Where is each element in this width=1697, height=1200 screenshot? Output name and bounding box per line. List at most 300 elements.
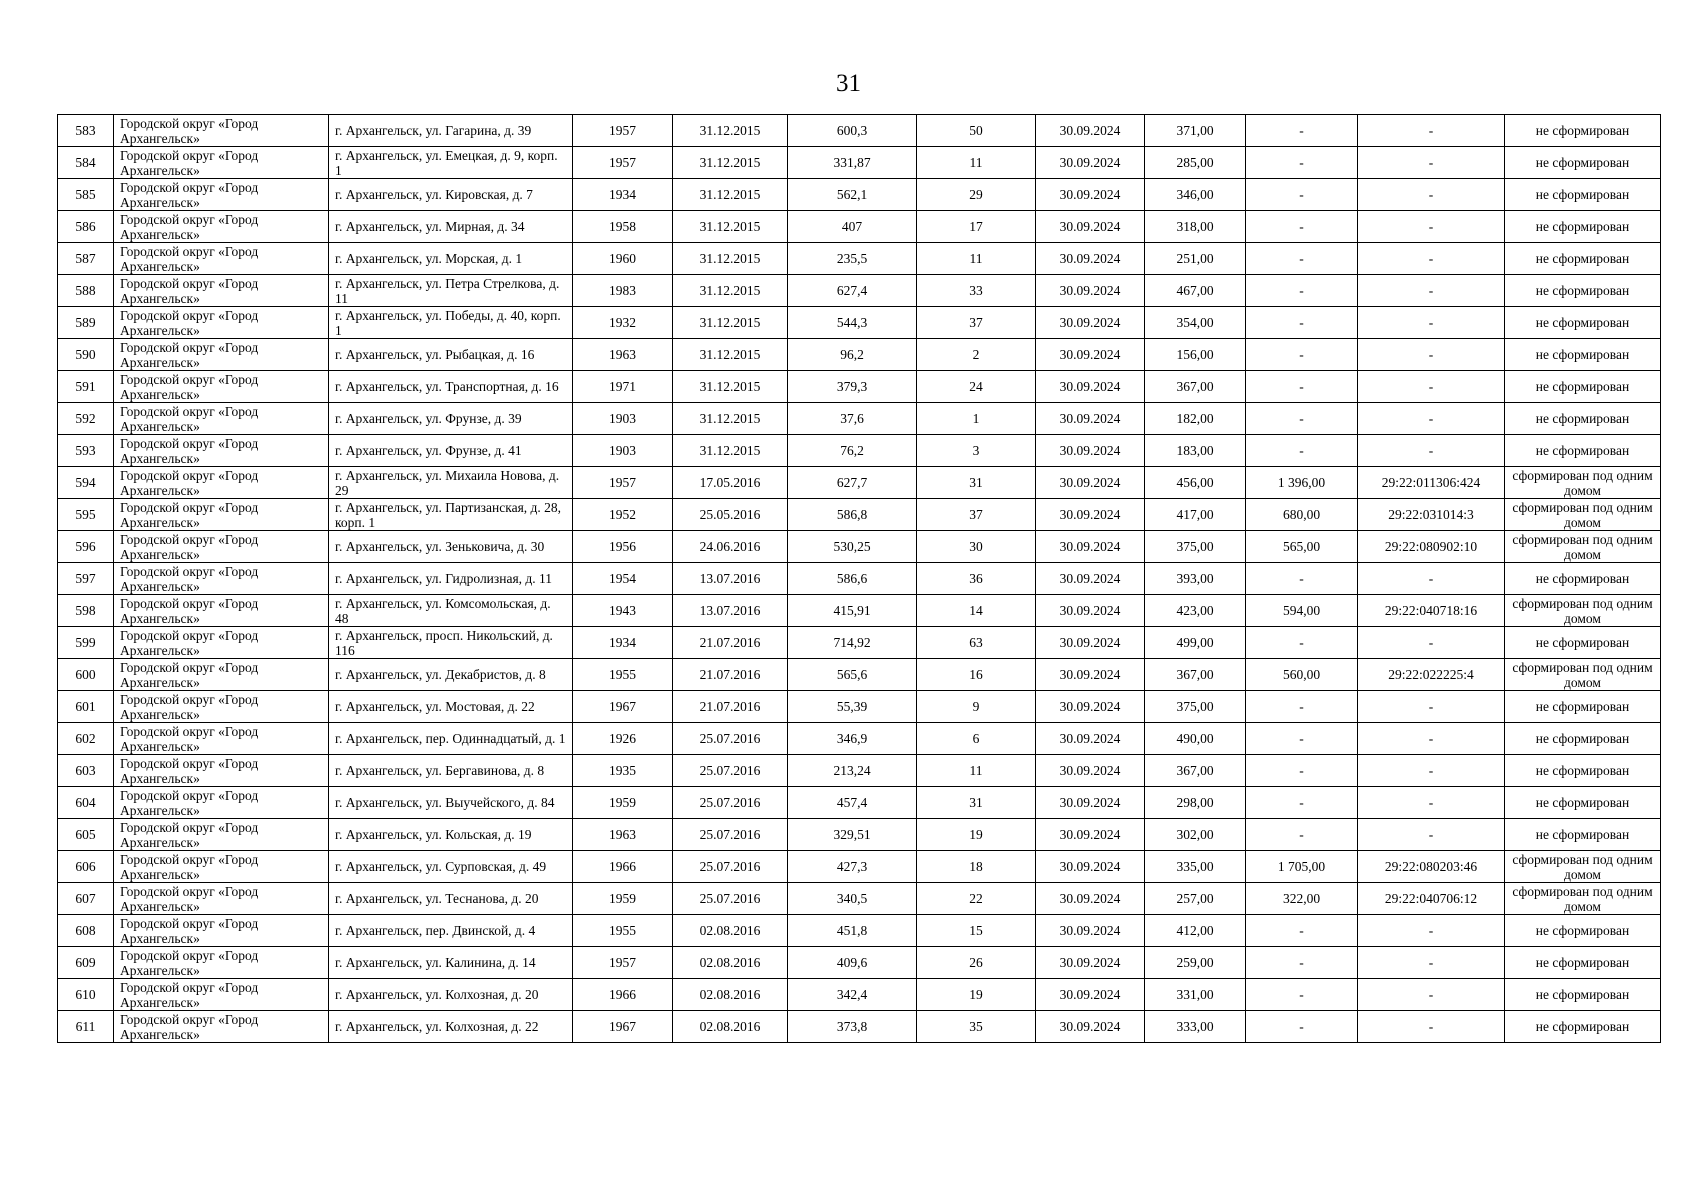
housing-registry-table [57, 114, 1661, 1043]
land-area-cell: - [1246, 339, 1358, 371]
address-cell: г. Архангельск, ул. Емецкая, д. 9, корп. 1 [329, 147, 573, 179]
table-row [58, 179, 1661, 211]
land-status-cell: не сформирован [1505, 403, 1661, 435]
land-status-cell: сформирован под одним домом [1505, 883, 1661, 915]
address-cell: г. Архангельск, ул. Бергавинова, д. 8 [329, 755, 573, 787]
recognition-date-cell: 25.07.2016 [673, 723, 788, 755]
resettlement-date-cell: 30.09.2024 [1036, 563, 1145, 595]
area-cell: 565,6 [788, 659, 917, 691]
address-cell: г. Архангельск, ул. Рыбацкая, д. 16 [329, 339, 573, 371]
cadastral-number-cell: - [1358, 115, 1505, 147]
row-number: 602 [58, 723, 114, 755]
area-cell: 379,3 [788, 371, 917, 403]
resettlement-date-cell: 30.09.2024 [1036, 595, 1145, 627]
area-cell: 627,7 [788, 467, 917, 499]
cadastral-number-cell: - [1358, 979, 1505, 1011]
municipality-cell: Городской округ «Город Архангельск» [114, 115, 329, 147]
land-status-cell: не сформирован [1505, 627, 1661, 659]
year-built-cell: 1954 [573, 563, 673, 595]
municipality-cell: Городской округ «Город Архангельск» [114, 1011, 329, 1043]
residents-cell: 37 [917, 499, 1036, 531]
table-row [58, 979, 1661, 1011]
municipality-cell: Городской округ «Город Архангельск» [114, 787, 329, 819]
cost-cell: 182,00 [1145, 403, 1246, 435]
land-area-cell: - [1246, 691, 1358, 723]
cost-cell: 456,00 [1145, 467, 1246, 499]
address-cell: г. Архангельск, ул. Гагарина, д. 39 [329, 115, 573, 147]
cadastral-number-cell: - [1358, 307, 1505, 339]
address-cell: г. Архангельск, ул. Партизанская, д. 28, корп. 1 [329, 499, 573, 531]
land-status-cell: сформирован под одним домом [1505, 659, 1661, 691]
recognition-date-cell: 31.12.2015 [673, 179, 788, 211]
cadastral-number-cell: - [1358, 275, 1505, 307]
residents-cell: 16 [917, 659, 1036, 691]
area-cell: 331,87 [788, 147, 917, 179]
residents-cell: 11 [917, 243, 1036, 275]
year-built-cell: 1966 [573, 979, 673, 1011]
resettlement-date-cell: 30.09.2024 [1036, 851, 1145, 883]
residents-cell: 19 [917, 979, 1036, 1011]
cadastral-number-cell: - [1358, 723, 1505, 755]
land-status-cell: не сформирован [1505, 275, 1661, 307]
table-row [58, 307, 1661, 339]
table-row [58, 275, 1661, 307]
area-cell: 544,3 [788, 307, 917, 339]
address-cell: г. Архангельск, ул. Морская, д. 1 [329, 243, 573, 275]
year-built-cell: 1935 [573, 755, 673, 787]
land-area-cell: - [1246, 211, 1358, 243]
land-status-cell: сформирован под одним домом [1505, 595, 1661, 627]
resettlement-date-cell: 30.09.2024 [1036, 467, 1145, 499]
land-area-cell: - [1246, 947, 1358, 979]
cost-cell: 367,00 [1145, 371, 1246, 403]
residents-cell: 26 [917, 947, 1036, 979]
recognition-date-cell: 13.07.2016 [673, 563, 788, 595]
cadastral-number-cell: - [1358, 947, 1505, 979]
recognition-date-cell: 31.12.2015 [673, 435, 788, 467]
year-built-cell: 1934 [573, 179, 673, 211]
land-status-cell: не сформирован [1505, 563, 1661, 595]
recognition-date-cell: 13.07.2016 [673, 595, 788, 627]
residents-cell: 50 [917, 115, 1036, 147]
residents-cell: 11 [917, 147, 1036, 179]
residents-cell: 37 [917, 307, 1036, 339]
recognition-date-cell: 31.12.2015 [673, 275, 788, 307]
cadastral-number-cell: - [1358, 691, 1505, 723]
year-built-cell: 1957 [573, 147, 673, 179]
cadastral-number-cell: 29:22:040706:12 [1358, 883, 1505, 915]
municipality-cell: Городской округ «Город Архангельск» [114, 755, 329, 787]
land-status-cell: не сформирован [1505, 755, 1661, 787]
resettlement-date-cell: 30.09.2024 [1036, 755, 1145, 787]
land-area-cell: - [1246, 915, 1358, 947]
row-number: 605 [58, 819, 114, 851]
row-number: 584 [58, 147, 114, 179]
row-number: 608 [58, 915, 114, 947]
cost-cell: 417,00 [1145, 499, 1246, 531]
land-area-cell: - [1246, 563, 1358, 595]
land-status-cell: не сформирован [1505, 179, 1661, 211]
municipality-cell: Городской округ «Город Архангельск» [114, 947, 329, 979]
municipality-cell: Городской округ «Город Архангельск» [114, 147, 329, 179]
year-built-cell: 1963 [573, 819, 673, 851]
row-number: 592 [58, 403, 114, 435]
year-built-cell: 1960 [573, 243, 673, 275]
municipality-cell: Городской округ «Город Архангельск» [114, 307, 329, 339]
address-cell: г. Архангельск, ул. Победы, д. 40, корп. 1 [329, 307, 573, 339]
cadastral-number-cell: 29:22:022225:4 [1358, 659, 1505, 691]
land-status-cell: не сформирован [1505, 435, 1661, 467]
recognition-date-cell: 21.07.2016 [673, 659, 788, 691]
table-row [58, 243, 1661, 275]
land-area-cell: - [1246, 819, 1358, 851]
area-cell: 346,9 [788, 723, 917, 755]
resettlement-date-cell: 30.09.2024 [1036, 275, 1145, 307]
resettlement-date-cell: 30.09.2024 [1036, 243, 1145, 275]
address-cell: г. Архангельск, ул. Михаила Новова, д. 29 [329, 467, 573, 499]
residents-cell: 2 [917, 339, 1036, 371]
table-row [58, 403, 1661, 435]
table-row [58, 595, 1661, 627]
residents-cell: 17 [917, 211, 1036, 243]
row-number: 587 [58, 243, 114, 275]
row-number: 611 [58, 1011, 114, 1043]
land-area-cell: - [1246, 787, 1358, 819]
cost-cell: 257,00 [1145, 883, 1246, 915]
municipality-cell: Городской округ «Город Архангельск» [114, 179, 329, 211]
cadastral-number-cell: - [1358, 627, 1505, 659]
land-area-cell: - [1246, 403, 1358, 435]
cadastral-number-cell: 29:22:040718:16 [1358, 595, 1505, 627]
row-number: 600 [58, 659, 114, 691]
area-cell: 407 [788, 211, 917, 243]
row-number: 595 [58, 499, 114, 531]
land-area-cell: - [1246, 307, 1358, 339]
cost-cell: 354,00 [1145, 307, 1246, 339]
recognition-date-cell: 02.08.2016 [673, 979, 788, 1011]
area-cell: 586,6 [788, 563, 917, 595]
cadastral-number-cell: - [1358, 563, 1505, 595]
cadastral-number-cell: - [1358, 371, 1505, 403]
land-area-cell: - [1246, 1011, 1358, 1043]
address-cell: г. Архангельск, ул. Кольская, д. 19 [329, 819, 573, 851]
cadastral-number-cell: - [1358, 147, 1505, 179]
table-row [58, 467, 1661, 499]
table-row [58, 819, 1661, 851]
residents-cell: 24 [917, 371, 1036, 403]
area-cell: 37,6 [788, 403, 917, 435]
row-number: 589 [58, 307, 114, 339]
row-number: 585 [58, 179, 114, 211]
recognition-date-cell: 31.12.2015 [673, 115, 788, 147]
municipality-cell: Городской округ «Город Архангельск» [114, 531, 329, 563]
address-cell: г. Архангельск, ул. Калинина, д. 14 [329, 947, 573, 979]
residents-cell: 31 [917, 787, 1036, 819]
row-number: 598 [58, 595, 114, 627]
year-built-cell: 1971 [573, 371, 673, 403]
resettlement-date-cell: 30.09.2024 [1036, 115, 1145, 147]
land-area-cell: - [1246, 147, 1358, 179]
cadastral-number-cell: - [1358, 755, 1505, 787]
municipality-cell: Городской округ «Город Архангельск» [114, 691, 329, 723]
cost-cell: 367,00 [1145, 659, 1246, 691]
resettlement-date-cell: 30.09.2024 [1036, 179, 1145, 211]
table-row [58, 723, 1661, 755]
resettlement-date-cell: 30.09.2024 [1036, 339, 1145, 371]
resettlement-date-cell: 30.09.2024 [1036, 371, 1145, 403]
table-row [58, 435, 1661, 467]
row-number: 583 [58, 115, 114, 147]
municipality-cell: Городской округ «Город Архангельск» [114, 275, 329, 307]
municipality-cell: Городской округ «Город Архангельск» [114, 819, 329, 851]
land-area-cell: 565,00 [1246, 531, 1358, 563]
municipality-cell: Городской округ «Город Архангельск» [114, 851, 329, 883]
cadastral-number-cell: - [1358, 819, 1505, 851]
year-built-cell: 1957 [573, 115, 673, 147]
resettlement-date-cell: 30.09.2024 [1036, 659, 1145, 691]
area-cell: 96,2 [788, 339, 917, 371]
residents-cell: 1 [917, 403, 1036, 435]
residents-cell: 29 [917, 179, 1036, 211]
address-cell: г. Архангельск, ул. Петра Стрелкова, д. 11 [329, 275, 573, 307]
table-row [58, 755, 1661, 787]
municipality-cell: Городской округ «Город Архангельск» [114, 595, 329, 627]
land-status-cell: сформирован под одним домом [1505, 851, 1661, 883]
year-built-cell: 1956 [573, 531, 673, 563]
cost-cell: 156,00 [1145, 339, 1246, 371]
area-cell: 76,2 [788, 435, 917, 467]
area-cell: 530,25 [788, 531, 917, 563]
municipality-cell: Городской округ «Город Архангельск» [114, 723, 329, 755]
recognition-date-cell: 31.12.2015 [673, 243, 788, 275]
table-row [58, 627, 1661, 659]
year-built-cell: 1959 [573, 883, 673, 915]
land-status-cell: сформирован под одним домом [1505, 467, 1661, 499]
resettlement-date-cell: 30.09.2024 [1036, 819, 1145, 851]
resettlement-date-cell: 30.09.2024 [1036, 499, 1145, 531]
table-row [58, 915, 1661, 947]
address-cell: г. Архангельск, ул. Декабристов, д. 8 [329, 659, 573, 691]
cost-cell: 412,00 [1145, 915, 1246, 947]
row-number: 610 [58, 979, 114, 1011]
municipality-cell: Городской округ «Город Архангельск» [114, 211, 329, 243]
cadastral-number-cell: 29:22:031014:3 [1358, 499, 1505, 531]
area-cell: 451,8 [788, 915, 917, 947]
cost-cell: 183,00 [1145, 435, 1246, 467]
address-cell: г. Архангельск, ул. Выучейского, д. 84 [329, 787, 573, 819]
year-built-cell: 1967 [573, 691, 673, 723]
recognition-date-cell: 25.07.2016 [673, 755, 788, 787]
year-built-cell: 1955 [573, 659, 673, 691]
resettlement-date-cell: 30.09.2024 [1036, 147, 1145, 179]
page-number: 31 [836, 70, 861, 97]
area-cell: 409,6 [788, 947, 917, 979]
area-cell: 415,91 [788, 595, 917, 627]
recognition-date-cell: 25.05.2016 [673, 499, 788, 531]
table-row [58, 499, 1661, 531]
cadastral-number-cell: - [1358, 1011, 1505, 1043]
resettlement-date-cell: 30.09.2024 [1036, 723, 1145, 755]
row-number: 588 [58, 275, 114, 307]
land-status-cell: не сформирован [1505, 723, 1661, 755]
municipality-cell: Городской округ «Город Архангельск» [114, 499, 329, 531]
resettlement-date-cell: 30.09.2024 [1036, 403, 1145, 435]
year-built-cell: 1957 [573, 947, 673, 979]
row-number: 596 [58, 531, 114, 563]
recognition-date-cell: 31.12.2015 [673, 307, 788, 339]
cost-cell: 318,00 [1145, 211, 1246, 243]
cadastral-number-cell: 29:22:011306:424 [1358, 467, 1505, 499]
row-number: 603 [58, 755, 114, 787]
residents-cell: 6 [917, 723, 1036, 755]
cadastral-number-cell: - [1358, 915, 1505, 947]
recognition-date-cell: 25.07.2016 [673, 819, 788, 851]
land-status-cell: не сформирован [1505, 915, 1661, 947]
address-cell: г. Архангельск, просп. Никольский, д. 116 [329, 627, 573, 659]
area-cell: 562,1 [788, 179, 917, 211]
municipality-cell: Городской округ «Город Архангельск» [114, 659, 329, 691]
year-built-cell: 1955 [573, 915, 673, 947]
residents-cell: 33 [917, 275, 1036, 307]
year-built-cell: 1966 [573, 851, 673, 883]
land-area-cell: - [1246, 243, 1358, 275]
cost-cell: 371,00 [1145, 115, 1246, 147]
land-status-cell: не сформирован [1505, 339, 1661, 371]
municipality-cell: Городской округ «Город Архангельск» [114, 979, 329, 1011]
year-built-cell: 1952 [573, 499, 673, 531]
area-cell: 342,4 [788, 979, 917, 1011]
cost-cell: 375,00 [1145, 691, 1246, 723]
resettlement-date-cell: 30.09.2024 [1036, 435, 1145, 467]
residents-cell: 18 [917, 851, 1036, 883]
year-built-cell: 1957 [573, 467, 673, 499]
year-built-cell: 1903 [573, 435, 673, 467]
residents-cell: 30 [917, 531, 1036, 563]
area-cell: 427,3 [788, 851, 917, 883]
recognition-date-cell: 21.07.2016 [673, 691, 788, 723]
recognition-date-cell: 25.07.2016 [673, 851, 788, 883]
land-status-cell: не сформирован [1505, 211, 1661, 243]
recognition-date-cell: 31.12.2015 [673, 403, 788, 435]
table-row [58, 147, 1661, 179]
row-number: 607 [58, 883, 114, 915]
residents-cell: 9 [917, 691, 1036, 723]
resettlement-date-cell: 30.09.2024 [1036, 915, 1145, 947]
table-row [58, 883, 1661, 915]
cost-cell: 331,00 [1145, 979, 1246, 1011]
area-cell: 373,8 [788, 1011, 917, 1043]
cadastral-number-cell: - [1358, 243, 1505, 275]
cadastral-number-cell: 29:22:080902:10 [1358, 531, 1505, 563]
address-cell: г. Архангельск, ул. Колхозная, д. 22 [329, 1011, 573, 1043]
year-built-cell: 1959 [573, 787, 673, 819]
cost-cell: 375,00 [1145, 531, 1246, 563]
residents-cell: 63 [917, 627, 1036, 659]
recognition-date-cell: 31.12.2015 [673, 339, 788, 371]
land-area-cell: - [1246, 755, 1358, 787]
residents-cell: 22 [917, 883, 1036, 915]
year-built-cell: 1958 [573, 211, 673, 243]
row-number: 591 [58, 371, 114, 403]
address-cell: г. Архангельск, ул. Гидролизная, д. 11 [329, 563, 573, 595]
recognition-date-cell: 02.08.2016 [673, 915, 788, 947]
municipality-cell: Городской округ «Город Архангельск» [114, 627, 329, 659]
recognition-date-cell: 21.07.2016 [673, 627, 788, 659]
row-number: 604 [58, 787, 114, 819]
recognition-date-cell: 25.07.2016 [673, 787, 788, 819]
table-row [58, 947, 1661, 979]
area-cell: 329,51 [788, 819, 917, 851]
land-area-cell: 1 705,00 [1246, 851, 1358, 883]
municipality-cell: Городской округ «Город Архангельск» [114, 403, 329, 435]
land-area-cell: - [1246, 979, 1358, 1011]
table-row [58, 1011, 1661, 1043]
table-row [58, 211, 1661, 243]
year-built-cell: 1983 [573, 275, 673, 307]
land-area-cell: - [1246, 115, 1358, 147]
cadastral-number-cell: - [1358, 211, 1505, 243]
cost-cell: 467,00 [1145, 275, 1246, 307]
year-built-cell: 1943 [573, 595, 673, 627]
address-cell: г. Архангельск, ул. Транспортная, д. 16 [329, 371, 573, 403]
row-number: 593 [58, 435, 114, 467]
land-status-cell: сформирован под одним домом [1505, 531, 1661, 563]
recognition-date-cell: 02.08.2016 [673, 1011, 788, 1043]
cost-cell: 298,00 [1145, 787, 1246, 819]
municipality-cell: Городской округ «Город Архангельск» [114, 339, 329, 371]
municipality-cell: Городской округ «Город Архангельск» [114, 467, 329, 499]
residents-cell: 35 [917, 1011, 1036, 1043]
address-cell: г. Архангельск, ул. Сурповская, д. 49 [329, 851, 573, 883]
cost-cell: 335,00 [1145, 851, 1246, 883]
recognition-date-cell: 24.06.2016 [673, 531, 788, 563]
address-cell: г. Архангельск, ул. Комсомольская, д. 48 [329, 595, 573, 627]
resettlement-date-cell: 30.09.2024 [1036, 307, 1145, 339]
land-status-cell: не сформирован [1505, 691, 1661, 723]
resettlement-date-cell: 30.09.2024 [1036, 883, 1145, 915]
residents-cell: 36 [917, 563, 1036, 595]
area-cell: 213,24 [788, 755, 917, 787]
resettlement-date-cell: 30.09.2024 [1036, 979, 1145, 1011]
land-status-cell: не сформирован [1505, 787, 1661, 819]
table-row [58, 339, 1661, 371]
resettlement-date-cell: 30.09.2024 [1036, 691, 1145, 723]
row-number: 606 [58, 851, 114, 883]
cost-cell: 333,00 [1145, 1011, 1246, 1043]
resettlement-date-cell: 30.09.2024 [1036, 627, 1145, 659]
row-number: 590 [58, 339, 114, 371]
year-built-cell: 1926 [573, 723, 673, 755]
residents-cell: 11 [917, 755, 1036, 787]
area-cell: 340,5 [788, 883, 917, 915]
cost-cell: 346,00 [1145, 179, 1246, 211]
table-row [58, 115, 1661, 147]
recognition-date-cell: 31.12.2015 [673, 147, 788, 179]
cadastral-number-cell: - [1358, 339, 1505, 371]
address-cell: г. Архангельск, ул. Фрунзе, д. 39 [329, 403, 573, 435]
cadastral-number-cell: - [1358, 787, 1505, 819]
area-cell: 714,92 [788, 627, 917, 659]
residents-cell: 14 [917, 595, 1036, 627]
cost-cell: 367,00 [1145, 755, 1246, 787]
land-status-cell: не сформирован [1505, 115, 1661, 147]
municipality-cell: Городской округ «Город Архангельск» [114, 435, 329, 467]
land-area-cell: 594,00 [1246, 595, 1358, 627]
resettlement-date-cell: 30.09.2024 [1036, 1011, 1145, 1043]
cost-cell: 490,00 [1145, 723, 1246, 755]
cost-cell: 393,00 [1145, 563, 1246, 595]
land-status-cell: не сформирован [1505, 147, 1661, 179]
